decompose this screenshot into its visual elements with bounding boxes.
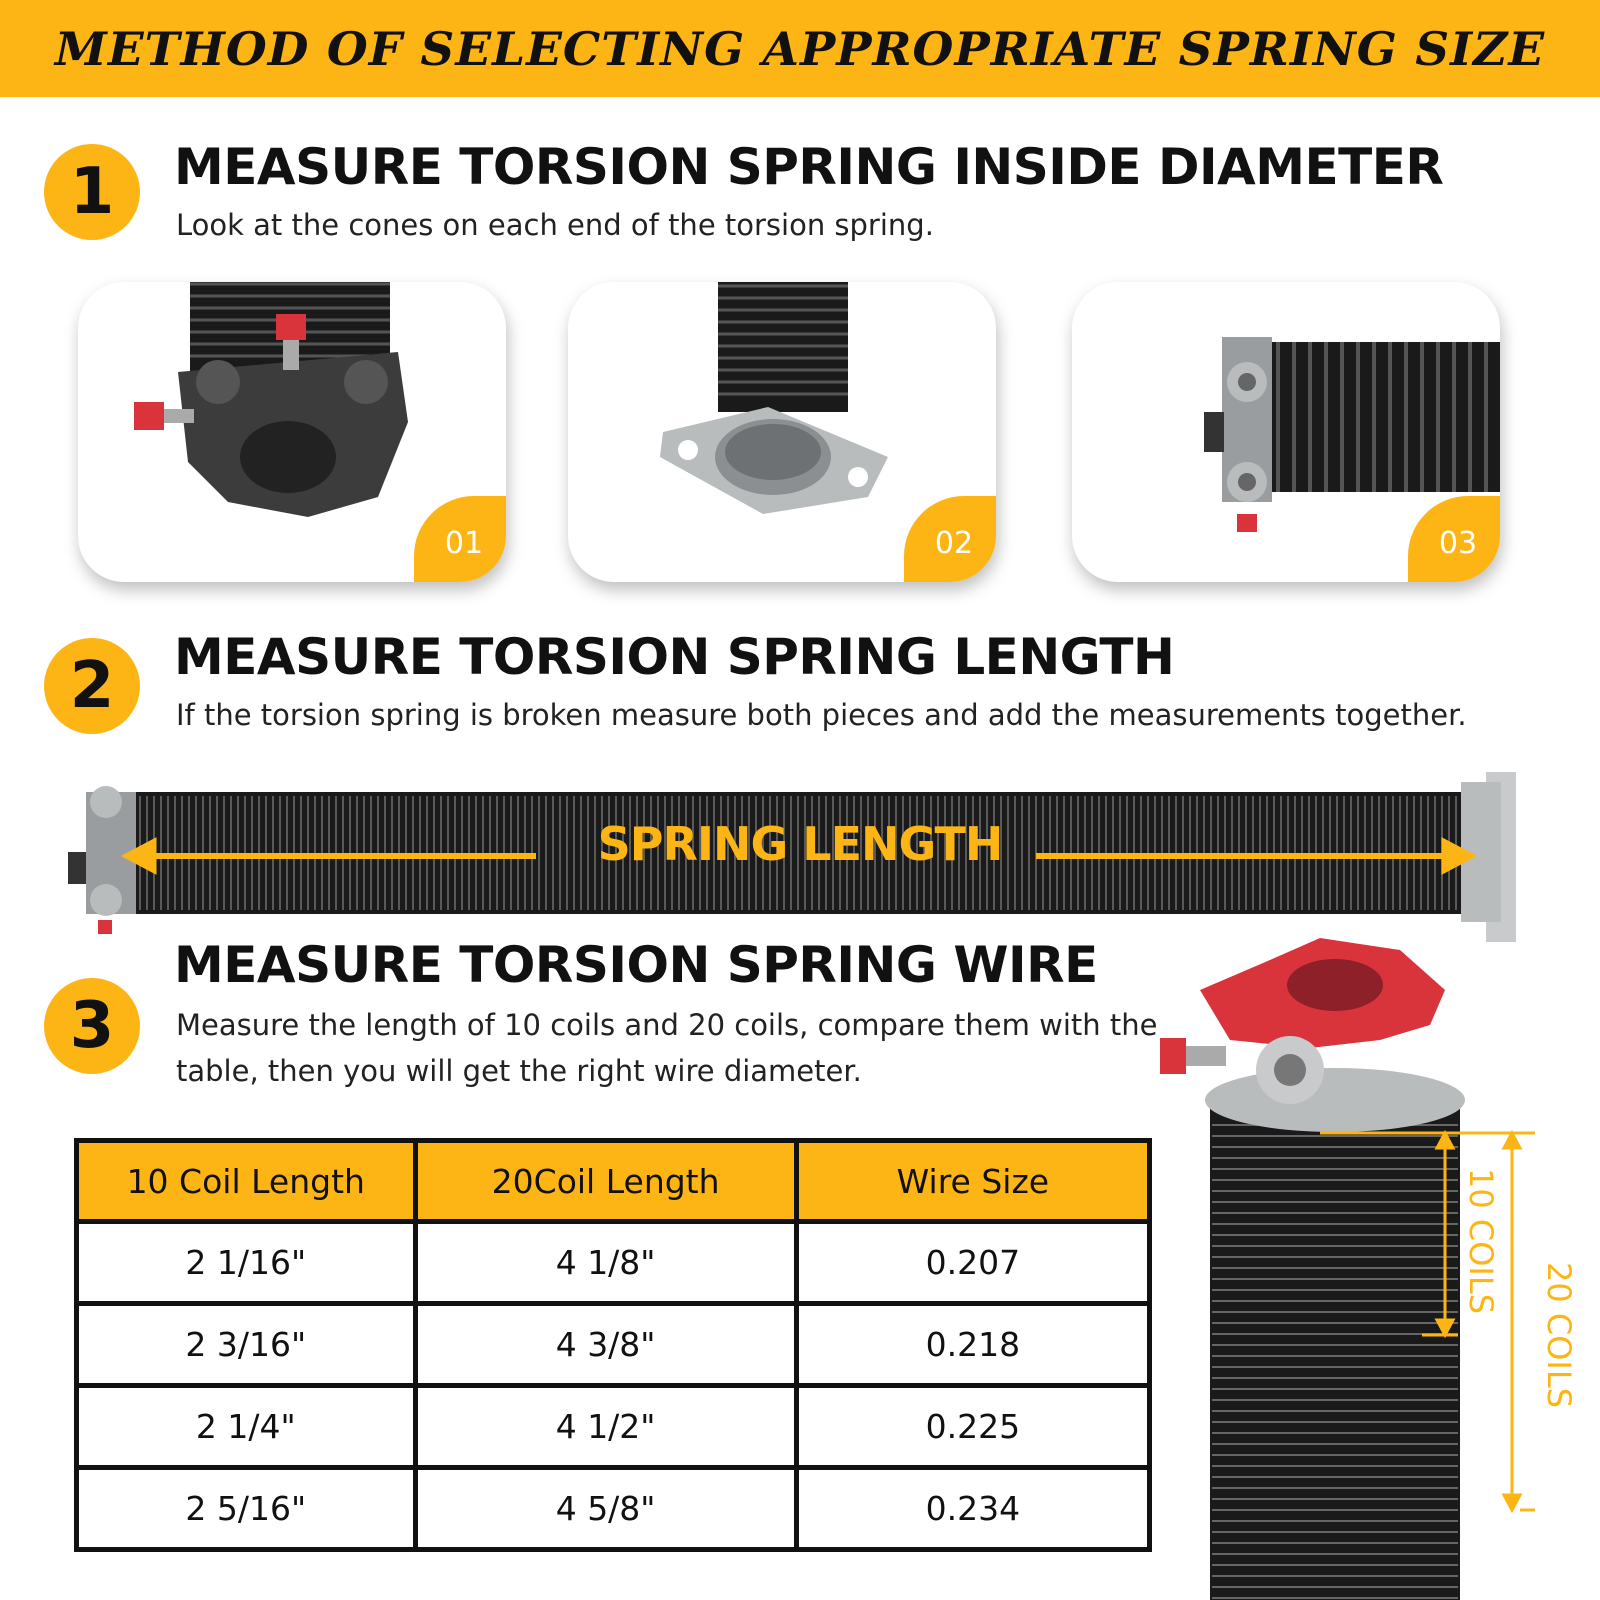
step-3-title: MEASURE TORSION SPRING WIRE [174, 936, 1098, 994]
cell-10-coil: 2 5/16" [77, 1468, 416, 1550]
column-header-10-coil: 10 Coil Length [77, 1141, 416, 1222]
wire-size-table [74, 1138, 1152, 1552]
cell-wire-size: 0.207 [796, 1222, 1149, 1304]
cell-10-coil: 2 1/16" [77, 1222, 416, 1304]
cell-20-coil: 4 1/8" [415, 1222, 796, 1304]
table-row [77, 1468, 1150, 1550]
column-header-wire-size: Wire Size [796, 1141, 1149, 1222]
table-row [77, 1386, 1150, 1468]
column-header-20-coil: 20Coil Length [415, 1141, 796, 1222]
cell-10-coil: 2 1/4" [77, 1386, 416, 1468]
step-3-description-line-2: table, then you will get the right wire diameter. [176, 1054, 862, 1088]
card-badge-02: 02 [904, 496, 996, 582]
step-1-title: MEASURE TORSION SPRING INSIDE DIAMETER [174, 138, 1444, 196]
page-title: METHOD OF SELECTING APPROPRIATE SPRING SIZE [54, 22, 1546, 76]
table-row [77, 1222, 1150, 1304]
spring-wire-image [1160, 930, 1600, 1600]
cone-card-03 [1072, 282, 1500, 582]
step-3-description-line-1: Measure the length of 10 coils and 20 coils, compare them with the [176, 1008, 1158, 1042]
cell-20-coil: 4 1/2" [415, 1386, 796, 1468]
cell-wire-size: 0.234 [796, 1468, 1149, 1550]
step-3-number: 3 [44, 978, 140, 1074]
twenty-coils-label: 20 COILS [1540, 1262, 1578, 1408]
cell-wire-size: 0.218 [796, 1304, 1149, 1386]
cone-card-02 [568, 282, 996, 582]
step-2-number: 2 [44, 638, 140, 734]
step-2-description: If the torsion spring is broken measure both pieces and add the measurements together. [176, 698, 1467, 732]
cell-wire-size: 0.225 [796, 1386, 1149, 1468]
table-row [77, 1304, 1150, 1386]
cell-20-coil: 4 3/8" [415, 1304, 796, 1386]
header-banner [0, 0, 1600, 97]
step-1-number: 1 [44, 144, 140, 240]
spring-length-label: SPRING LENGTH [597, 817, 1003, 871]
step-1-description: Look at the cones on each end of the torsion spring. [176, 208, 934, 242]
cell-10-coil: 2 3/16" [77, 1304, 416, 1386]
card-badge-03: 03 [1408, 496, 1500, 582]
ten-coils-label: 10 COILS [1462, 1168, 1500, 1314]
card-badge-01: 01 [414, 496, 506, 582]
cell-20-coil: 4 5/8" [415, 1468, 796, 1550]
cone-card-01 [78, 282, 506, 582]
table-header-row [77, 1141, 1150, 1222]
step-2-title: MEASURE TORSION SPRING LENGTH [174, 628, 1175, 686]
